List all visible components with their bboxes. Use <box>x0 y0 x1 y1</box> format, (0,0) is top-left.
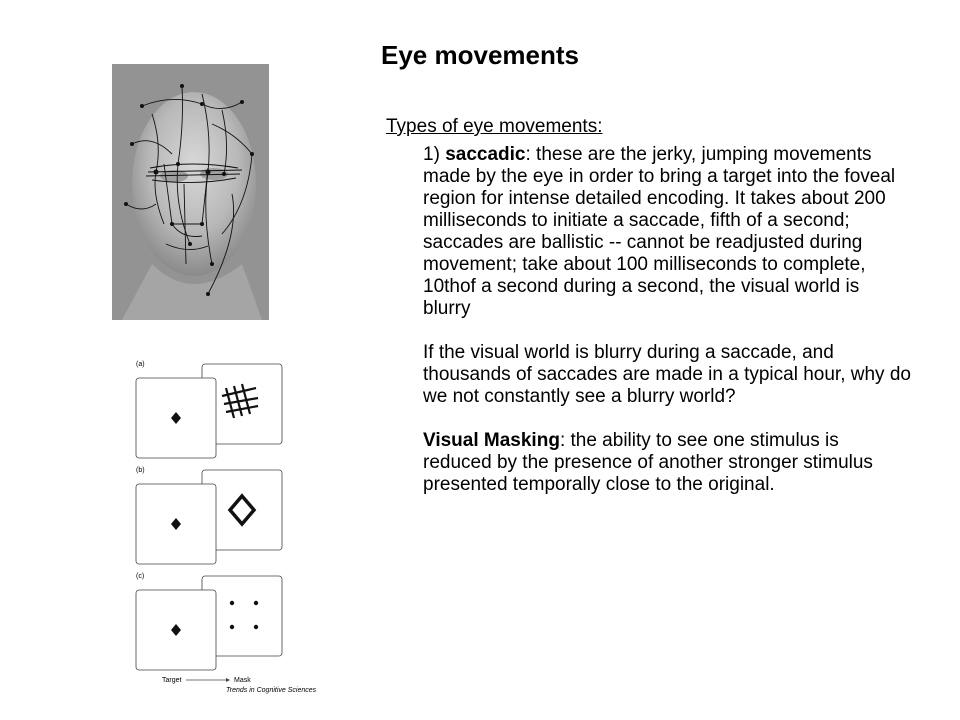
paragraph-saccadic <box>423 144 911 320</box>
arrow-head-icon <box>226 678 230 682</box>
para-term: saccadic <box>445 144 526 165</box>
slide-title: Eye movements <box>381 40 579 70</box>
para-text: : these are the jerky, jumping movements made by the eye in order to bring a target into the foveal region for intense detailed encoding. It takes about 200 milliseconds to initiate a saccade, fifth of a second; saccades are ballistic -- cannot be readjusted during movement; take about 100 milliseconds to complete, 10thof a second during a second, the visual world is blurry <box>423 144 896 319</box>
panel-c-label: (c) <box>136 573 145 580</box>
para-term: Visual Masking <box>423 430 560 451</box>
para-text: If the visual world is blurry during a saccade, and thousands of saccades are made in a typical hour, why do we not constantly see a blurry world? <box>423 342 911 407</box>
mask-label: Mask <box>234 677 251 684</box>
panel-b-label: (b) <box>136 467 145 474</box>
masking-figure <box>130 358 317 698</box>
panel-a-label: (a) <box>136 361 145 368</box>
paragraph-masking <box>423 430 911 496</box>
paragraph-question <box>423 342 911 408</box>
target-label: Target <box>162 677 182 684</box>
heading-label: Types of eye movements <box>386 116 598 137</box>
section-heading <box>386 116 916 138</box>
body-text <box>386 116 916 518</box>
eye-tracking-photo <box>112 64 269 320</box>
para-lead: 1) <box>423 144 446 165</box>
figure-credit: Trends in Cognitive Sciences <box>226 687 317 694</box>
para-text: : the ability to see one stimulus is reduced by the presence of another stronger stimulus presented temporally close to the original. <box>423 430 873 495</box>
heading-colon: : <box>597 116 603 137</box>
